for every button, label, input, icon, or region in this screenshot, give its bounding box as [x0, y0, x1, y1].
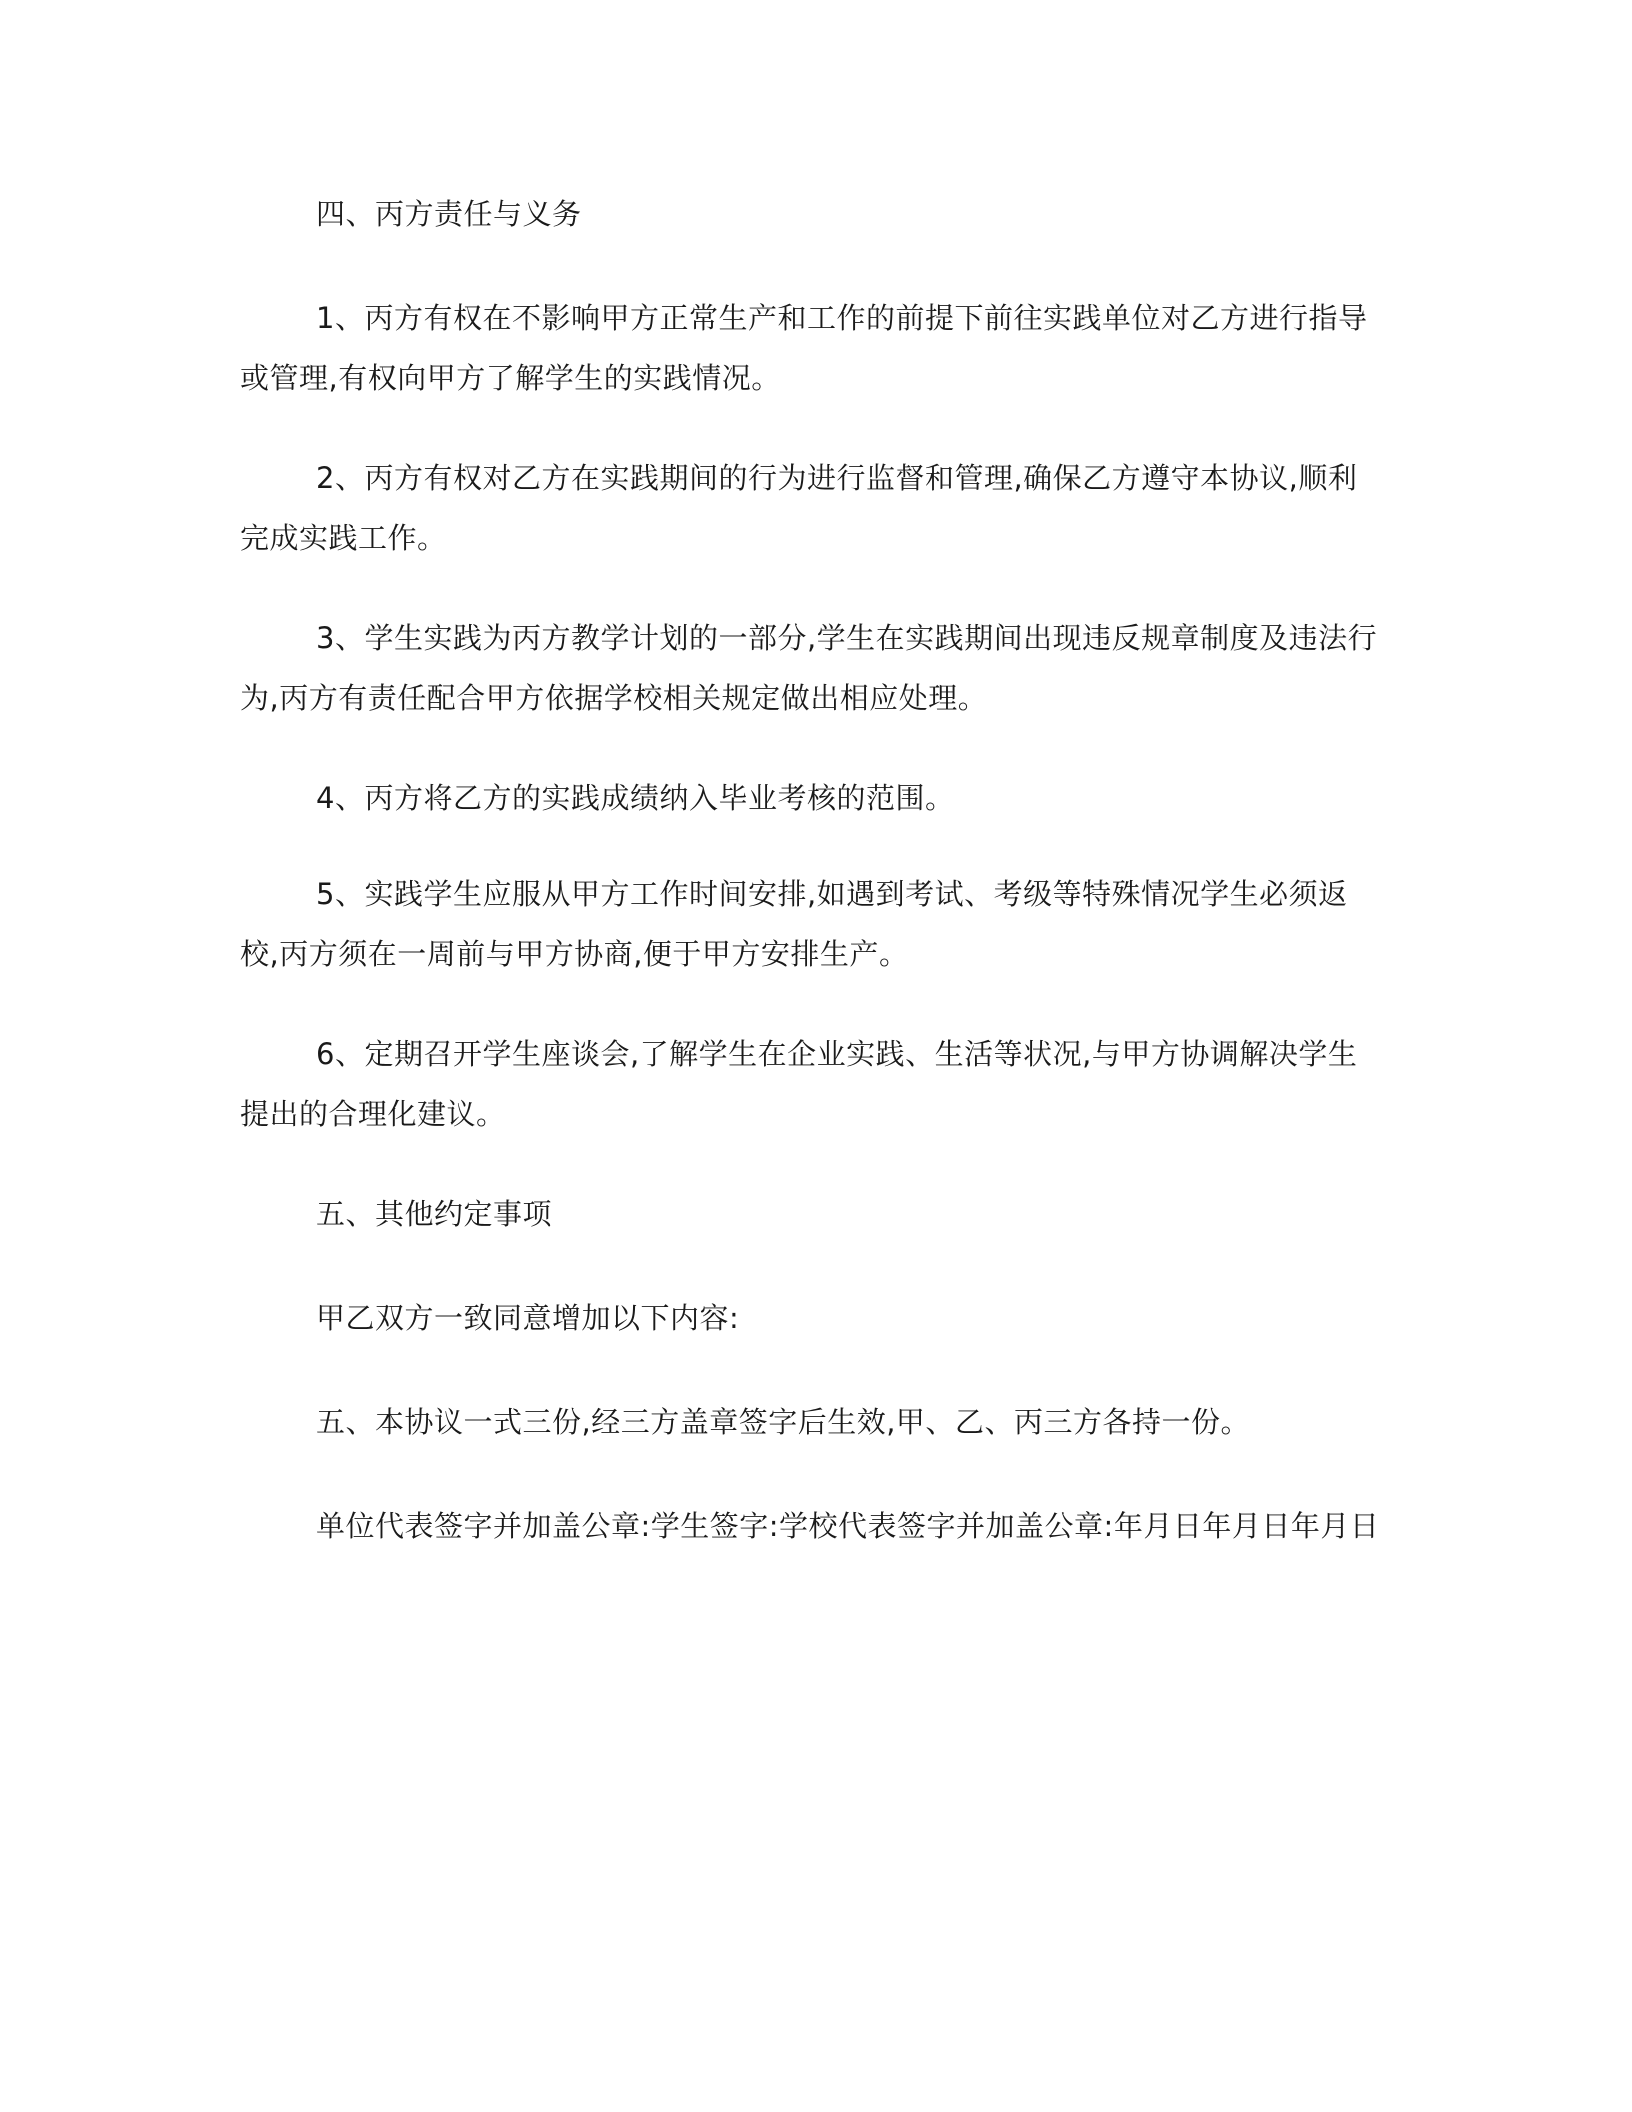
agreement-line: 甲乙双方一致同意增加以下内容: [316, 1301, 740, 1335]
copies-line: 五、本协议一式三份,经三方盖章签字后生效,甲、乙、丙三方各持一份。 [316, 1405, 1250, 1439]
paragraph-item-5: 5、实践学生应服从甲方工作时间安排,如遇到考试、考级等特殊情况学生必须返校,丙方须在一周前与甲方协商,便于甲方安排生产。 [240, 877, 1348, 971]
section-heading-5: 五、其他约定事项 [316, 1197, 553, 1231]
paragraph-item-4: 4、丙方将乙方的实践成绩纳入毕业考核的范围。 [316, 781, 955, 815]
section-heading-4: 四、丙方责任与义务 [316, 197, 582, 231]
paragraph-item-2: 2、丙方有权对乙方在实践期间的行为进行监督和管理,确保乙方遵守本协议,顺利完成实践工作。 [240, 461, 1358, 555]
paragraph-item-6: 6、定期召开学生座谈会,了解学生在企业实践、生活等状况,与甲方协调解决学生提出的合理化建议。 [240, 1037, 1358, 1131]
paragraph-item-3: 3、学生实践为丙方教学计划的一部分,学生在实践期间出现违反规章制度及违法行为,丙方有责任配合甲方依据学校相关规定做出相应处理。 [240, 621, 1378, 715]
paragraph-item-1: 1、丙方有权在不影响甲方正常生产和工作的前提下前往实践单位对乙方进行指导或管理,有权向甲方了解学生的实践情况。 [240, 301, 1368, 395]
document-page [240, 0, 1380, 2112]
signature-line: 单位代表签字并加盖公章:学生签字:学校代表签字并加盖公章:年月日年月日年月日 [316, 1509, 1380, 1543]
